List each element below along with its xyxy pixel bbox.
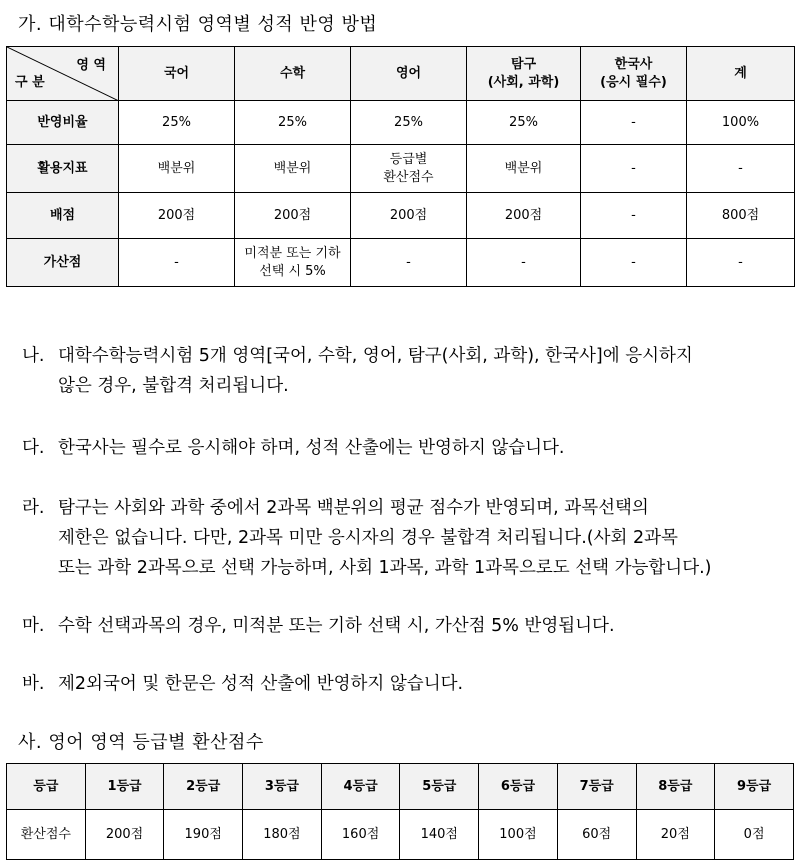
table1-cell: [581, 193, 687, 239]
table1-cell: [235, 239, 351, 287]
grade-header: 5등급: [400, 764, 479, 810]
cell-text: 200점: [157, 207, 196, 223]
paragraph: [22, 341, 798, 401]
cell-text: 등급별: [389, 151, 428, 167]
column-header: [467, 47, 581, 101]
grade-header: 2등급: [164, 764, 243, 810]
grade-score: 환산점수: [7, 810, 86, 860]
table2-value-row: [7, 810, 794, 860]
table1-cell: [467, 101, 581, 145]
table1-cell: [351, 193, 467, 239]
cell-text: 100%: [721, 114, 760, 130]
cell-text: 25%: [278, 114, 307, 130]
score-reflection-table: [6, 46, 795, 287]
table1-cell: [235, 193, 351, 239]
paragraph-line: 제한은 없습니다. 다만, 2과목 미만 응시자의 경우 불합격 처리됩니다.(사회 2과목: [58, 528, 678, 548]
row-label: 반영비율: [7, 101, 119, 145]
grade-score: 200점: [85, 810, 164, 860]
cell-text: 25%: [162, 114, 191, 130]
grade-score: 160점: [321, 810, 400, 860]
cell-text: 미적분 또는 기하: [244, 245, 341, 261]
cell-text: 선택 시 5%: [259, 263, 326, 279]
table1-cell: [581, 145, 687, 193]
column-header: [687, 47, 795, 101]
column-header-line2: (사회, 과학): [487, 74, 560, 90]
table1-header-row: [7, 47, 795, 101]
grade-header: 7등급: [557, 764, 636, 810]
grade-header: 6등급: [479, 764, 558, 810]
grade-score: 190점: [164, 810, 243, 860]
table1-cell: [351, 239, 467, 287]
grade-header: 등급: [7, 764, 86, 810]
cell-text: -: [738, 160, 743, 176]
column-header-line1: 영어: [395, 65, 422, 81]
grade-header: 9등급: [715, 764, 794, 810]
paragraph-label: 라.: [22, 498, 45, 518]
cell-text: 200점: [273, 207, 312, 223]
table1-row: [7, 145, 795, 193]
table1-cell: [581, 239, 687, 287]
table2-header-row: [7, 764, 794, 810]
cell-text: 25%: [509, 114, 538, 130]
paragraph-text: [22, 493, 798, 583]
grade-score: 60점: [557, 810, 636, 860]
grade-header: 1등급: [85, 764, 164, 810]
section-sa-title: 사. 영어 영역 등급별 환산점수: [18, 732, 264, 753]
column-header-line1: 국어: [163, 65, 190, 81]
table1-cell: [467, 193, 581, 239]
paragraph-text: [22, 611, 798, 641]
cell-text: -: [631, 254, 636, 270]
table1-row: [7, 239, 795, 287]
cell-text: -: [631, 114, 636, 130]
row-label: 가산점: [7, 239, 119, 287]
paragraph-line: 탐구는 사회와 과학 중에서 2과목 백분위의 평균 점수가 반영되며, 과목선택의: [58, 498, 649, 518]
table1-cell: [119, 101, 235, 145]
cell-text: -: [521, 254, 526, 270]
section-ga-title: 가. 대학수학능력시험 영역별 성적 반영 방법: [18, 14, 378, 35]
column-header-line2: (응시 필수): [600, 74, 667, 90]
table1-cell: [687, 239, 795, 287]
table1-cell: [351, 145, 467, 193]
cell-text: -: [174, 254, 179, 270]
paragraph-line: 수학 선택과목의 경우, 미적분 또는 기하 선택 시, 가산점 5% 반영됩니다.: [58, 616, 615, 636]
paragraph-line: 제2외국어 및 한문은 성적 산출에 반영하지 않습니다.: [58, 674, 464, 694]
grade-score: 180점: [243, 810, 322, 860]
grade-score: 140점: [400, 810, 479, 860]
table1-cell: [581, 101, 687, 145]
row-label: 배점: [7, 193, 119, 239]
paragraph-line: 한국사는 필수로 응시해야 하며, 성적 산출에는 반영하지 않습니다.: [58, 438, 565, 458]
table1-cell: [119, 193, 235, 239]
column-header-line1: 한국사: [614, 56, 653, 72]
corner-top-label: 영 역: [76, 58, 106, 73]
table1-cell: [467, 145, 581, 193]
cell-text: 환산점수: [383, 169, 434, 185]
table1-cell: [687, 145, 795, 193]
table1-cell: [235, 101, 351, 145]
grade-score: 100점: [479, 810, 558, 860]
column-header-line1: 탐구: [510, 56, 537, 72]
table1-cell: [687, 101, 795, 145]
table1-cell: [687, 193, 795, 239]
paragraph-label: 다.: [22, 438, 45, 458]
grade-header: 8등급: [636, 764, 715, 810]
paragraph-label: 마.: [22, 616, 45, 636]
table1-cell: [235, 145, 351, 193]
paragraph-label: 나.: [22, 346, 45, 366]
grade-score: 0점: [715, 810, 794, 860]
cell-text: 800점: [721, 207, 760, 223]
grade-score: 20점: [636, 810, 715, 860]
table1-cell: [467, 239, 581, 287]
cell-text: 25%: [394, 114, 423, 130]
column-header: [581, 47, 687, 101]
cell-text: -: [738, 254, 743, 270]
paragraph-label: 바.: [22, 674, 45, 694]
cell-text: 백분위: [273, 160, 312, 176]
paragraph-text: [22, 433, 798, 463]
cell-text: -: [631, 207, 636, 223]
paragraph-line: 않은 경우, 불합격 처리됩니다.: [58, 376, 289, 396]
column-header-line1: 수학: [279, 65, 306, 81]
table1-row: [7, 101, 795, 145]
corner-bottom-label: 구 분: [15, 75, 45, 91]
corner-cell: [7, 47, 119, 101]
column-header: [351, 47, 467, 101]
paragraph: [22, 611, 798, 641]
grade-header: 4등급: [321, 764, 400, 810]
table1-cell: [351, 101, 467, 145]
paragraph: [22, 493, 798, 583]
english-grade-table: [6, 763, 794, 860]
cell-text: -: [406, 254, 411, 270]
paragraph-text: [22, 341, 798, 401]
cell-text: 200점: [389, 207, 428, 223]
cell-text: 백분위: [504, 160, 543, 176]
paragraph-line: 또는 과학 2과목으로 선택 가능하며, 사회 1과목, 과학 1과목으로도 선택 가능합니다.): [58, 558, 712, 578]
row-label: 활용지표: [7, 145, 119, 193]
paragraph-text: [22, 669, 798, 699]
grade-header: 3등급: [243, 764, 322, 810]
cell-text: -: [631, 160, 636, 176]
table1-row: [7, 193, 795, 239]
paragraph-line: 대학수학능력시험 5개 영역[국어, 수학, 영어, 탐구(사회, 과학), 한국사]에 응시하지: [58, 346, 693, 366]
paragraph: [22, 669, 798, 699]
table1-cell: [119, 145, 235, 193]
cell-text: 200점: [504, 207, 543, 223]
paragraph: [22, 433, 798, 463]
cell-text: 백분위: [157, 160, 196, 176]
column-header-line1: 계: [734, 65, 747, 81]
column-header: [235, 47, 351, 101]
column-header: [119, 47, 235, 101]
table1-cell: [119, 239, 235, 287]
